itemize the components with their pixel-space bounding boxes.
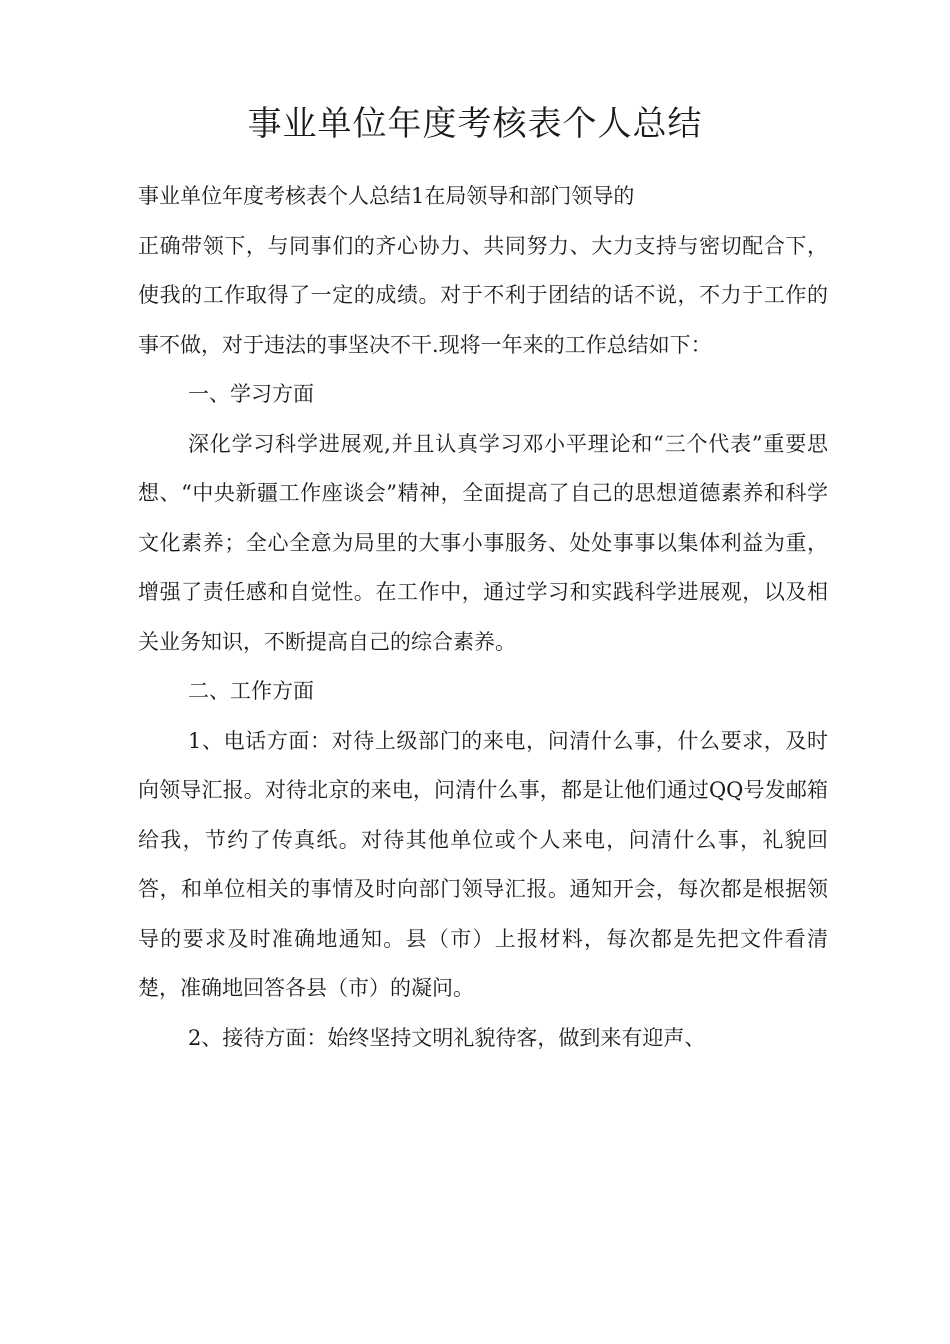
study-paragraph: 深化学习科学进展观,并且认真学习邓小平理论和“三个代表”重要思想、“中央新疆工作座谈会”精神，全面提高了自己的思想道德素养和科学文化素养；全心全意为局里的大事小事服务、处处事事以集体利益为重，增强了责任感和自觉性。在工作中，通过学习和实践科学进展观，以及相关业务知识，不断提高自己的综合素养。 [138,431,828,654]
section-heading-work: 二、工作方面 [188,679,314,703]
document-body [138,172,828,1063]
phone-paragraph: 1、电话方面：对待上级部门的来电，问清什么事，什么要求，及时向领导汇报。对待北京的来电，问清什么事，都是让他们通过QQ号发邮箱给我，节约了传真纸。对待其他单位或个人来电，问清什么事，礼貌回答，和单位相关的事情及时向部门领导汇报。通知开会，每次都是根据领导的要求及时准确地通知。县（市）上报材料，每次都是先把文件看清楚，准确地回答各县（市）的凝问。 [138,728,828,1000]
document-title: 事业单位年度考核表个人总结 [247,104,703,144]
reception-paragraph: 2、接待方面：始终坚持文明礼貌待客，做到来有迎声、 [188,1025,706,1050]
intro-paragraph-line: 事业单位年度考核表个人总结1在局领导和部门领导的 [138,184,635,208]
section-heading-study: 一、学习方面 [188,382,314,406]
intro-paragraph: 正确带领下，与同事们的齐心协力、共同努力、大力支持与密切配合下，使我的工作取得了一定的成绩。对于不利于团结的话不说，不力于工作的事不做，对于违法的事坚决不干.现将一年来的工作总结如下： [138,233,828,357]
